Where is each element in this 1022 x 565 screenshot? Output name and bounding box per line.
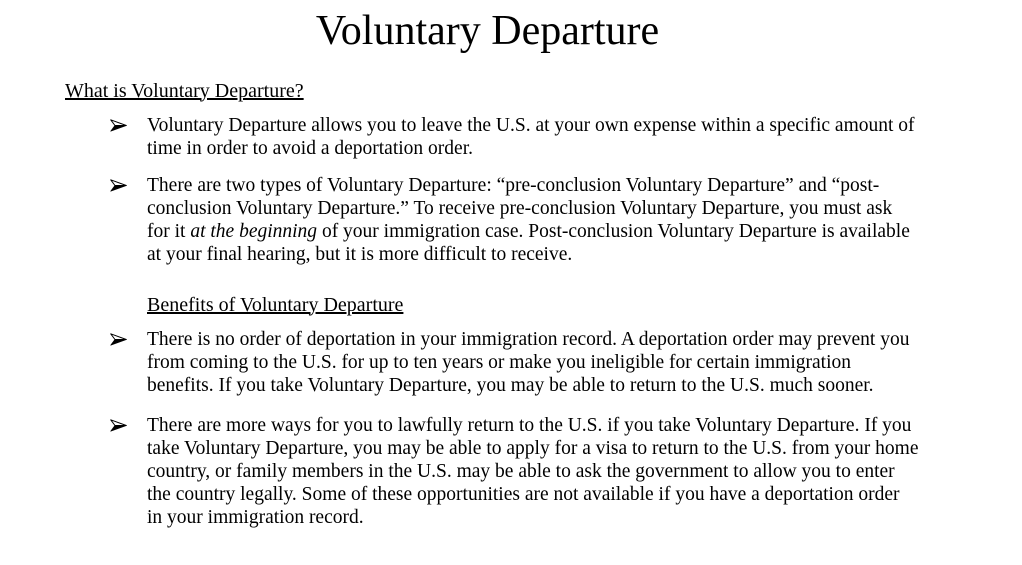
arrowhead-bullet-icon — [110, 332, 127, 347]
bullet-item — [147, 174, 919, 266]
bullet-item — [147, 414, 919, 529]
bullet-text-post: of your immigration case. Post-conclusion Voluntary Departure is available at your final hearing, but it is more difficult to receive. — [147, 220, 910, 265]
document-title: Voluntary Departure — [315, 8, 660, 54]
bullet-text-pre: There are two types of Voluntary Departure: “pre-conclusion Voluntary Departure” and “post-conclusion Voluntary Departure.” To receive pre-conclusion Voluntary Departure, you must ask for it — [147, 174, 893, 242]
bullet-text: There are more ways for you to lawfully return to the U.S. if you take Voluntary Departure. If you take Voluntary Departure, you may be able to apply for a visa to return to the U.S. from your home country, or family members in the U.S. may be able to ask the government to allow you to enter the country legally. Some of these opportunities are not available if you have a deportation order in your immigration record. — [147, 414, 919, 528]
subsection-heading-benefits: Benefits of Voluntary Departure — [147, 293, 404, 316]
arrowhead-bullet-icon — [110, 118, 127, 133]
bullet-list-what-is — [0, 114, 919, 266]
bullet-item — [147, 328, 919, 397]
arrowhead-bullet-icon — [110, 418, 127, 433]
bullet-item — [147, 114, 919, 160]
italic-phrase: at the beginning — [190, 220, 318, 242]
bullet-text: Voluntary Departure allows you to leave the U.S. at your own expense within a specific amount of time in order to avoid a deportation order. — [147, 114, 915, 159]
section-heading-what-is-voluntary-departure: What is Voluntary Departure? — [65, 79, 304, 102]
arrowhead-bullet-icon — [110, 178, 127, 193]
bullet-text: There is no order of deportation in your immigration record. A deportation order may prevent you from coming to the U.S. for up to ten years or make you ineligible for certain immigration benefits. If you take Voluntary Departure, you may be able to return to the U.S. much sooner. — [147, 328, 910, 396]
bullet-list-benefits — [0, 328, 919, 529]
